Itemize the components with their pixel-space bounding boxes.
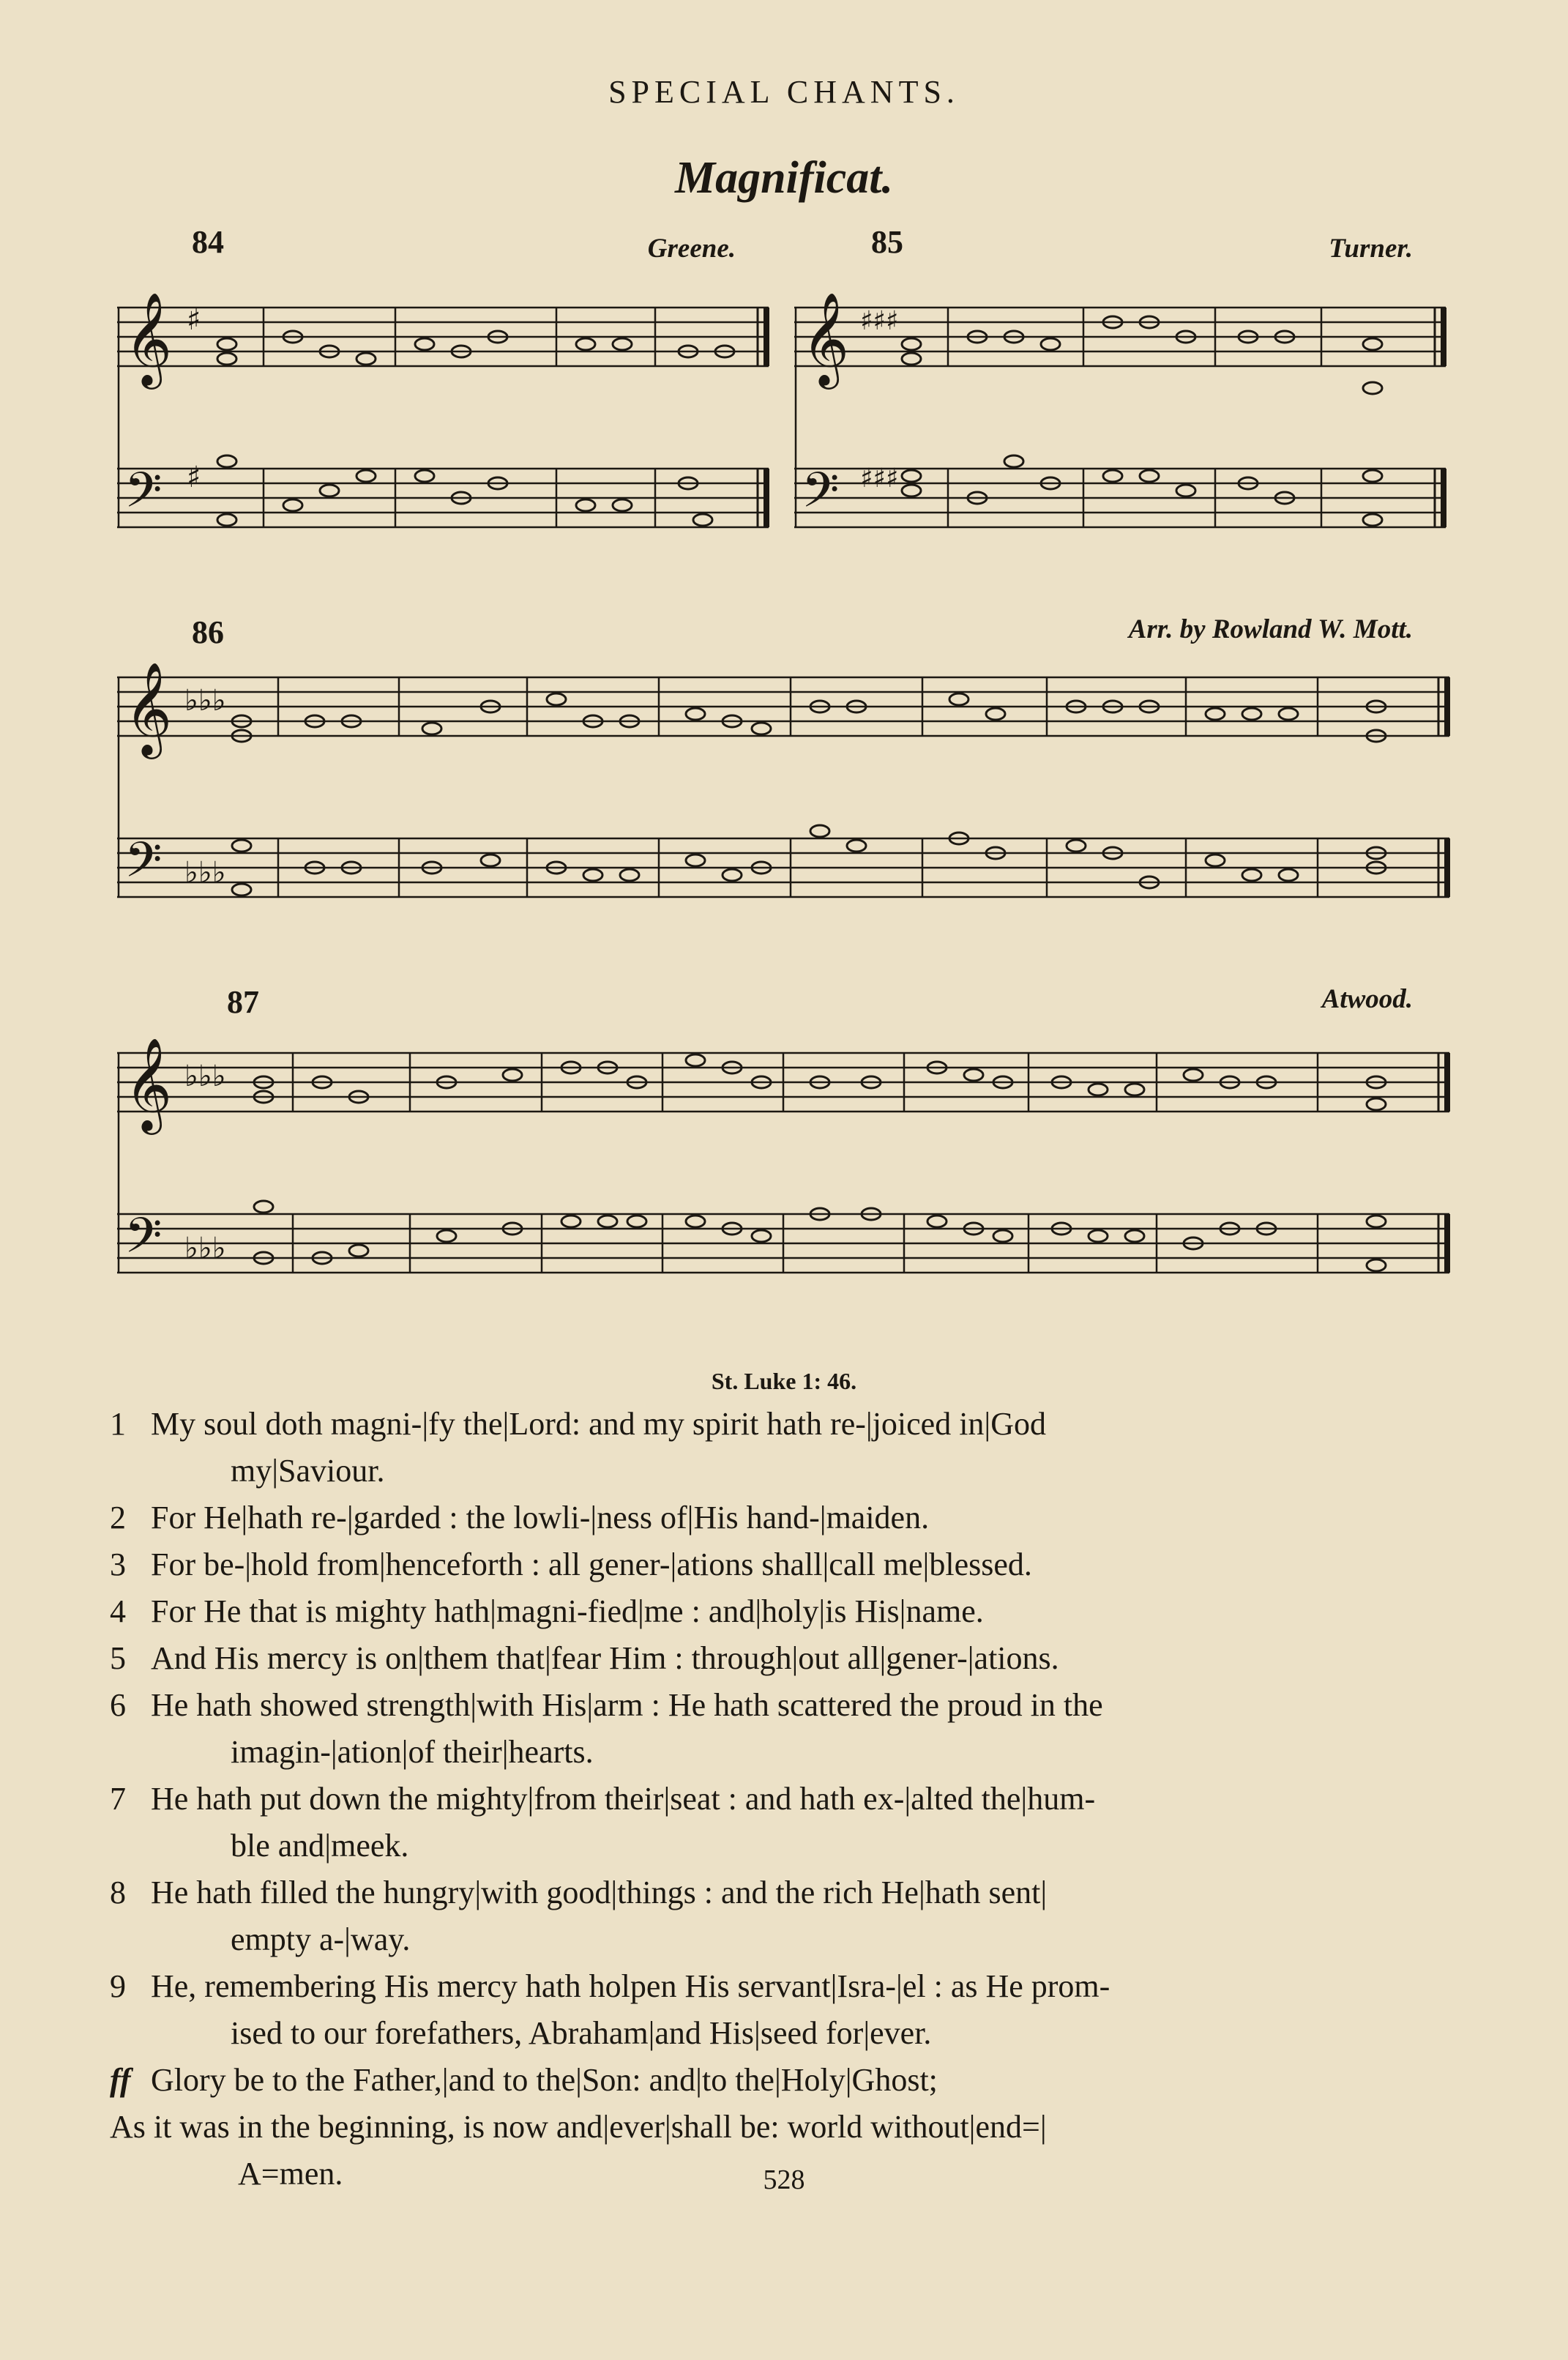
music-score-84 [117, 293, 776, 571]
verse-line: For be-|hold from|henceforth : all gener-|ations shall|call me|blessed. [151, 1546, 1032, 1582]
svg-text:♯♯♯: ♯♯♯ [860, 306, 899, 336]
verse-number: 1 [110, 1406, 126, 1442]
verse-9 [110, 1963, 1442, 2057]
scripture-reference: St. Luke 1: 46. [711, 1368, 857, 1394]
verse-line: He, remembering His mercy hath holpen His servant|Isra-|el : as He prom- [151, 1968, 1110, 2004]
svg-text:♯♯♯: ♯♯♯ [860, 464, 899, 494]
verse-number: 5 [110, 1640, 126, 1676]
verse-number: 8 [110, 1875, 126, 1910]
verse-4 [110, 1588, 1442, 1635]
verse-line: my|Saviour. [231, 1453, 385, 1489]
verse-line: imagin-|ation|of their|hearts. [231, 1734, 594, 1770]
verse-5 [110, 1635, 1442, 1682]
svg-text:𝄢: 𝄢 [802, 462, 840, 530]
music-score-86 [117, 663, 1457, 941]
svg-text:𝄢: 𝄢 [124, 832, 163, 900]
verse-line: ised to our forefathers, Abraham|and His|seed for|ever. [231, 2015, 932, 2051]
chant-number-87: 87 [227, 984, 259, 1020]
svg-text:♭♭♭: ♭♭♭ [184, 684, 226, 718]
verse-8 [110, 1869, 1442, 1963]
svg-text:𝄞: 𝄞 [124, 291, 173, 385]
page-number: 528 [763, 2164, 805, 2195]
verse-line: For He|hath re-|garded : the lowli-|ness of|His hand-|maiden. [151, 1500, 930, 1536]
verse-line: empty a-|way. [231, 1921, 411, 1957]
verse-line: And His mercy is on|them that|fear Him : through|out all|gener-|ations. [151, 1640, 1059, 1676]
composer-86: Arr. by Rowland W. Mott. [1128, 614, 1413, 644]
verse-line: My soul doth magni-|fy the|Lord: and my spirit hath re-|joiced in|God [151, 1406, 1047, 1442]
dynamic-marking: ff [110, 2062, 131, 2098]
svg-text:𝄢: 𝄢 [124, 462, 163, 530]
page-header: SPECIAL CHANTS. [608, 74, 960, 110]
verse-line: He hath showed strength|with His|arm : He hath scattered the proud in the [151, 1687, 1103, 1723]
verse-6 [110, 1682, 1442, 1776]
chant-number-84: 84 [192, 224, 224, 260]
svg-text:♭♭♭: ♭♭♭ [184, 1060, 226, 1093]
svg-text:♭♭♭: ♭♭♭ [184, 856, 226, 890]
verse-number: 9 [110, 1968, 126, 2004]
chant-title: Magnificat. [675, 153, 893, 203]
verse-number: 7 [110, 1781, 126, 1817]
gloria-line: A=men. [238, 2156, 343, 2192]
gloria-line: As it was in the beginning, is now and|ever|shall be: world without|end=| [110, 2109, 1047, 2145]
svg-text:𝄢: 𝄢 [124, 1207, 163, 1276]
composer-85: Turner. [1329, 234, 1413, 264]
chant-number-86: 86 [192, 614, 224, 650]
verse-number: 6 [110, 1687, 126, 1723]
svg-text:𝄞: 𝄞 [124, 1037, 173, 1131]
verse-2 [110, 1494, 1442, 1541]
verse-line: ble and|meek. [231, 1828, 409, 1864]
verse-number: 3 [110, 1546, 126, 1582]
verse-3 [110, 1541, 1442, 1588]
music-score-85 [794, 293, 1453, 571]
music-score-87 [117, 1038, 1457, 1317]
verse-number: 4 [110, 1593, 126, 1629]
svg-text:𝄞: 𝄞 [802, 291, 850, 385]
composer-87: Atwood. [1321, 984, 1413, 1014]
svg-text:♯: ♯ [187, 303, 201, 337]
verse-line: He hath put down the mighty|from their|seat : and hath ex-|alted the|hum- [151, 1781, 1096, 1817]
svg-text:♯: ♯ [187, 461, 201, 494]
chant-number-85: 85 [871, 224, 903, 260]
gloria-line: Glory be to the Father,|and to the|Son: and|to the|Holy|Ghost; [151, 2062, 938, 2098]
verse-line: He hath filled the hungry|with good|things : and the rich He|hath sent| [151, 1875, 1048, 1910]
svg-text:♭♭♭: ♭♭♭ [184, 1232, 226, 1265]
verse-number: 2 [110, 1500, 126, 1536]
svg-text:𝄞: 𝄞 [124, 661, 173, 755]
verse-line: For He that is mighty hath|magni-fied|me : and|holy|is His|name. [151, 1593, 984, 1629]
verse-1 [110, 1401, 1442, 1494]
verse-7 [110, 1776, 1442, 1869]
composer-84: Greene. [647, 234, 736, 264]
